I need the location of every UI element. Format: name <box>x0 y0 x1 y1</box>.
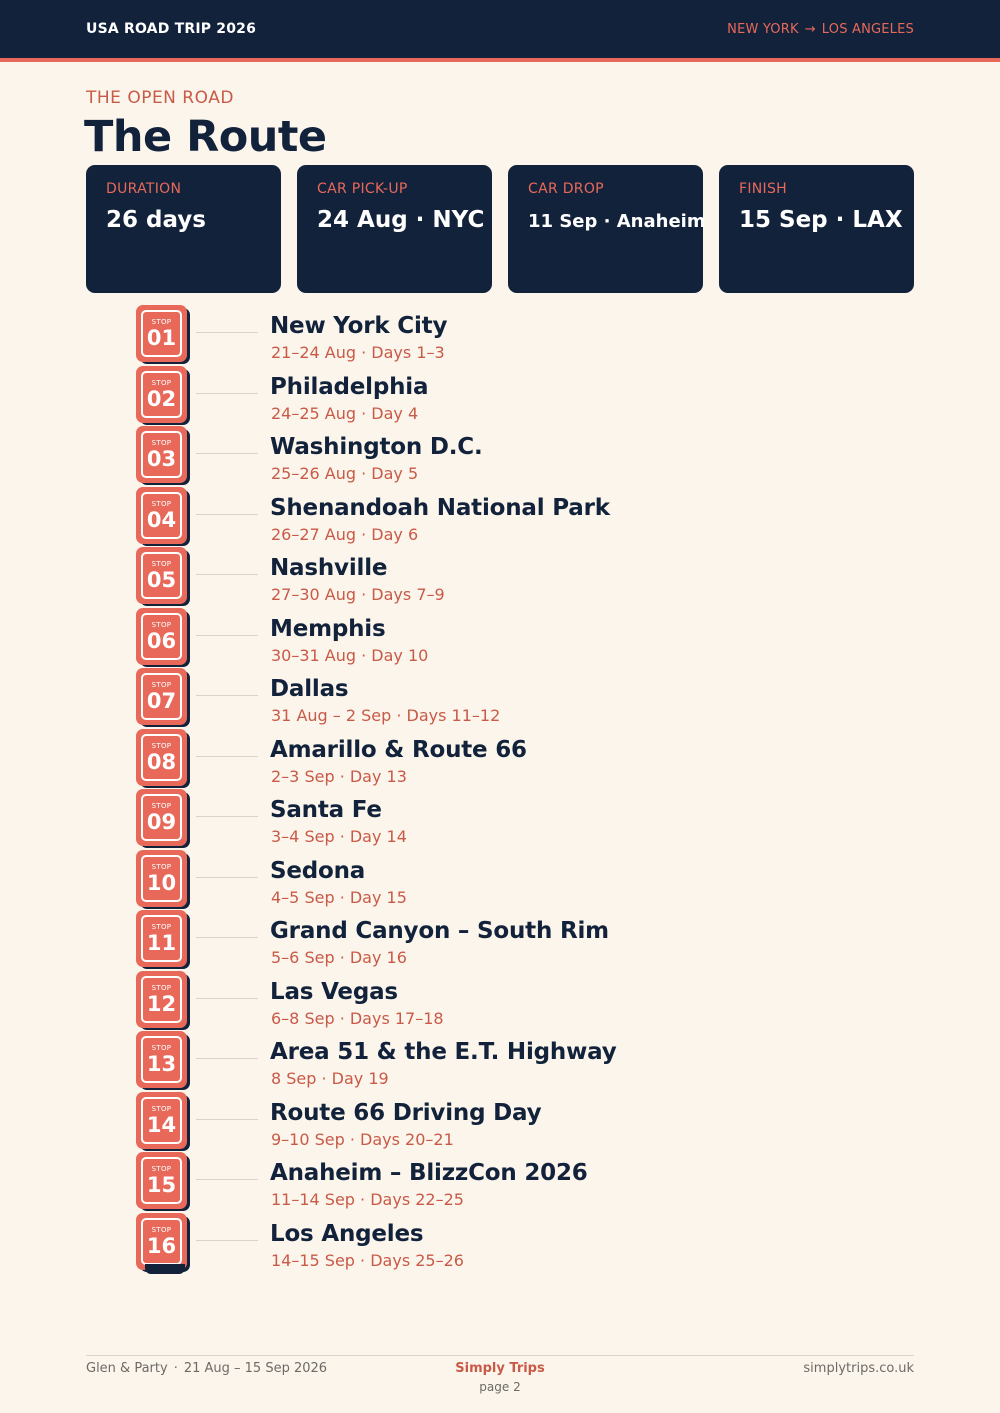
stop-badge <box>136 366 187 423</box>
stop-badge <box>136 1213 187 1270</box>
stop-connector <box>196 514 258 515</box>
stop-number: 02 <box>146 386 177 411</box>
stop-dates: 31 Aug – 2 Sep · Days 11–12 <box>271 706 501 725</box>
stop-dates: 5–6 Sep · Day 16 <box>271 948 407 967</box>
stop-dates: 30–31 Aug · Day 10 <box>271 645 429 665</box>
stop-connector <box>196 635 258 636</box>
stop-connector <box>196 877 258 878</box>
stop-dates: 6–8 Sep · Days 17–18 <box>271 1008 444 1028</box>
stop-number: 16 <box>146 1233 177 1258</box>
stop-badge <box>136 608 187 665</box>
stop-badge-word: STOP <box>151 1104 172 1113</box>
stop-dates: 26–27 Aug · Day 6 <box>271 524 419 544</box>
stop-dates: 27–30 Aug · Days 7–9 <box>271 585 445 604</box>
stop-item <box>0 305 1000 363</box>
stop-badge-inner <box>141 492 182 539</box>
stop-badge <box>136 1092 187 1149</box>
stop-connector <box>196 332 258 333</box>
stop-name: New York City <box>270 313 448 339</box>
stop-name: Memphis <box>270 615 386 642</box>
stop-connector <box>196 1240 258 1241</box>
stop-item <box>0 729 1000 787</box>
stop-name: Shenandoah National Park <box>270 494 610 521</box>
stop-badge-inner <box>141 915 182 962</box>
stop-connector <box>196 756 258 757</box>
stop-item <box>0 487 1000 545</box>
stop-name: Washington D.C. <box>270 434 483 460</box>
stop-item <box>0 426 1000 484</box>
route-to: LOS ANGELES <box>821 21 914 37</box>
stat-card-drop <box>508 165 706 293</box>
stop-connector <box>196 1119 258 1120</box>
footer-center <box>400 1361 600 1394</box>
stop-dates: 25–26 Aug · Day 5 <box>271 464 419 483</box>
stop-name: Anaheim – BlizzCon 2026 <box>270 1160 588 1186</box>
stop-name: Las Vegas <box>270 978 398 1005</box>
stop-name: Dallas <box>270 676 349 702</box>
stop-badge <box>136 850 187 907</box>
stat-value: 26 days <box>106 207 206 233</box>
stop-number: 12 <box>146 991 177 1016</box>
stop-badge-word: STOP <box>151 681 172 689</box>
page-title: The Route <box>84 112 327 162</box>
stop-badge-word: STOP <box>151 1165 172 1173</box>
stop-dates: 9–10 Sep · Days 20–21 <box>271 1129 454 1149</box>
stop-item <box>0 366 1000 424</box>
stop-dates: 8 Sep · Day 19 <box>271 1069 389 1088</box>
stat-value: 15 Sep · LAX <box>739 207 903 233</box>
stop-badge <box>136 789 187 846</box>
stat-label: CAR DROP <box>528 181 604 197</box>
stop-name: Amarillo & Route 66 <box>270 736 527 763</box>
stop-badge-inner <box>141 552 182 599</box>
page-number: page 2 <box>479 1380 521 1394</box>
stop-dates: 21–24 Aug · Days 1–3 <box>271 343 445 362</box>
stop-badge <box>136 1031 187 1088</box>
stop-item <box>0 1213 1000 1271</box>
stop-number: 09 <box>146 810 177 834</box>
stop-item <box>0 1152 1000 1210</box>
stop-name: Los Angeles <box>270 1220 424 1247</box>
stop-number: 03 <box>146 447 177 471</box>
stop-number: 07 <box>146 689 177 713</box>
stop-number: 05 <box>146 568 177 592</box>
stop-badge-word: STOP <box>151 378 172 387</box>
stop-badge-word: STOP <box>151 802 172 810</box>
stop-number: 15 <box>146 1173 177 1197</box>
stop-badge-inner <box>141 1157 182 1204</box>
footer-divider <box>86 1355 914 1356</box>
footer-brand: Simply Trips <box>455 1361 545 1376</box>
stop-badge <box>136 487 187 544</box>
stop-item <box>0 850 1000 908</box>
stop-badge-word: STOP <box>151 318 172 326</box>
stop-badge <box>136 971 187 1028</box>
stop-item <box>0 789 1000 847</box>
stop-item <box>0 608 1000 666</box>
stat-label: DURATION <box>106 181 182 197</box>
stop-number: 10 <box>146 870 177 895</box>
stop-badge-inner <box>141 794 182 841</box>
stop-connector <box>196 393 258 394</box>
stop-connector <box>196 937 258 938</box>
stat-label: FINISH <box>739 181 787 197</box>
stop-badge <box>136 729 187 786</box>
stop-number: 06 <box>146 628 177 653</box>
stop-dates: 4–5 Sep · Day 15 <box>271 887 407 907</box>
stop-badge <box>136 668 187 725</box>
stop-badge-word: STOP <box>151 1225 172 1234</box>
stop-badge-inner <box>141 310 182 357</box>
stat-card-pickup <box>297 165 492 293</box>
stop-connector <box>196 998 258 999</box>
timeline-end <box>145 1264 185 1274</box>
stat-card-finish <box>719 165 914 293</box>
stop-item <box>0 547 1000 605</box>
stop-number: 14 <box>146 1112 177 1137</box>
stop-badge-inner <box>141 613 182 660</box>
stop-badge <box>136 426 187 483</box>
arrow-right-icon: → <box>804 21 816 37</box>
stop-badge-inner <box>141 855 182 902</box>
stop-number: 04 <box>146 507 177 532</box>
stop-badge-inner <box>141 1097 182 1144</box>
stop-name: Santa Fe <box>270 797 382 823</box>
stop-item <box>0 971 1000 1029</box>
stop-name: Grand Canyon – South Rim <box>270 918 609 944</box>
stop-item <box>0 668 1000 726</box>
stop-connector <box>196 1179 258 1180</box>
footer-separator: · <box>173 1361 178 1376</box>
stop-number: 01 <box>146 326 177 350</box>
stop-item <box>0 1031 1000 1089</box>
stop-badge-inner <box>141 371 182 418</box>
footer-website: simplytrips.co.uk <box>803 1361 914 1376</box>
stop-connector <box>196 574 258 575</box>
stop-name: Nashville <box>270 555 388 581</box>
stat-value: 11 Sep · Anaheim <box>528 211 706 232</box>
stop-dates: 3–4 Sep · Day 14 <box>271 827 407 846</box>
stop-badge-inner <box>141 976 182 1023</box>
stop-badge-word: STOP <box>151 560 172 568</box>
stop-connector <box>196 695 258 696</box>
stats-row <box>86 165 914 293</box>
stop-badge-word: STOP <box>151 923 172 931</box>
stop-number: 08 <box>146 749 177 774</box>
stop-badge-word: STOP <box>151 1044 172 1052</box>
footer-party-name: Glen & Party <box>86 1361 168 1376</box>
stop-connector <box>196 453 258 454</box>
stop-connector <box>196 816 258 817</box>
stop-name: Route 66 Driving Day <box>270 1099 542 1126</box>
footer-dates: 21 Aug – 15 Sep 2026 <box>183 1361 328 1376</box>
stop-dates: 2–3 Sep · Day 13 <box>271 766 407 786</box>
stop-name: Sedona <box>270 857 366 884</box>
stop-badge-word: STOP <box>151 620 172 629</box>
stop-badge-inner <box>141 1036 182 1083</box>
brand-title: USA ROAD TRIP 2026 <box>86 21 257 37</box>
stop-badge-inner <box>141 431 182 478</box>
stop-number: 13 <box>146 1052 177 1076</box>
stop-item <box>0 910 1000 968</box>
stop-badge <box>136 1152 187 1209</box>
stop-badge-word: STOP <box>151 741 172 750</box>
stat-card-duration <box>86 165 281 293</box>
stop-badge-word: STOP <box>151 983 172 992</box>
top-bar <box>0 0 1000 62</box>
footer-party <box>86 1361 327 1376</box>
stop-item <box>0 1092 1000 1150</box>
stop-badge-word: STOP <box>151 439 172 447</box>
stop-badge-word: STOP <box>151 499 172 508</box>
stop-badge <box>136 910 187 967</box>
stop-badge <box>136 305 187 362</box>
route-from: NEW YORK <box>727 21 799 37</box>
stat-value: 24 Aug · NYC <box>317 207 485 233</box>
stop-dates: 14–15 Sep · Days 25–26 <box>271 1250 464 1270</box>
stop-connector <box>196 1058 258 1059</box>
stop-badge-inner <box>141 1218 182 1265</box>
stop-badge-inner <box>141 734 182 781</box>
stop-dates: 24–25 Aug · Day 4 <box>271 403 419 423</box>
stat-label: CAR PICK-UP <box>317 181 408 197</box>
stop-badge-inner <box>141 673 182 720</box>
section-kicker: THE OPEN ROAD <box>86 88 234 108</box>
route-summary <box>727 22 914 37</box>
stop-name: Area 51 & the E.T. Highway <box>270 1039 617 1065</box>
stop-name: Philadelphia <box>270 373 429 400</box>
stop-badge-word: STOP <box>151 862 172 871</box>
stop-dates: 11–14 Sep · Days 22–25 <box>271 1190 464 1209</box>
stop-number: 11 <box>146 931 177 955</box>
stop-badge <box>136 547 187 604</box>
